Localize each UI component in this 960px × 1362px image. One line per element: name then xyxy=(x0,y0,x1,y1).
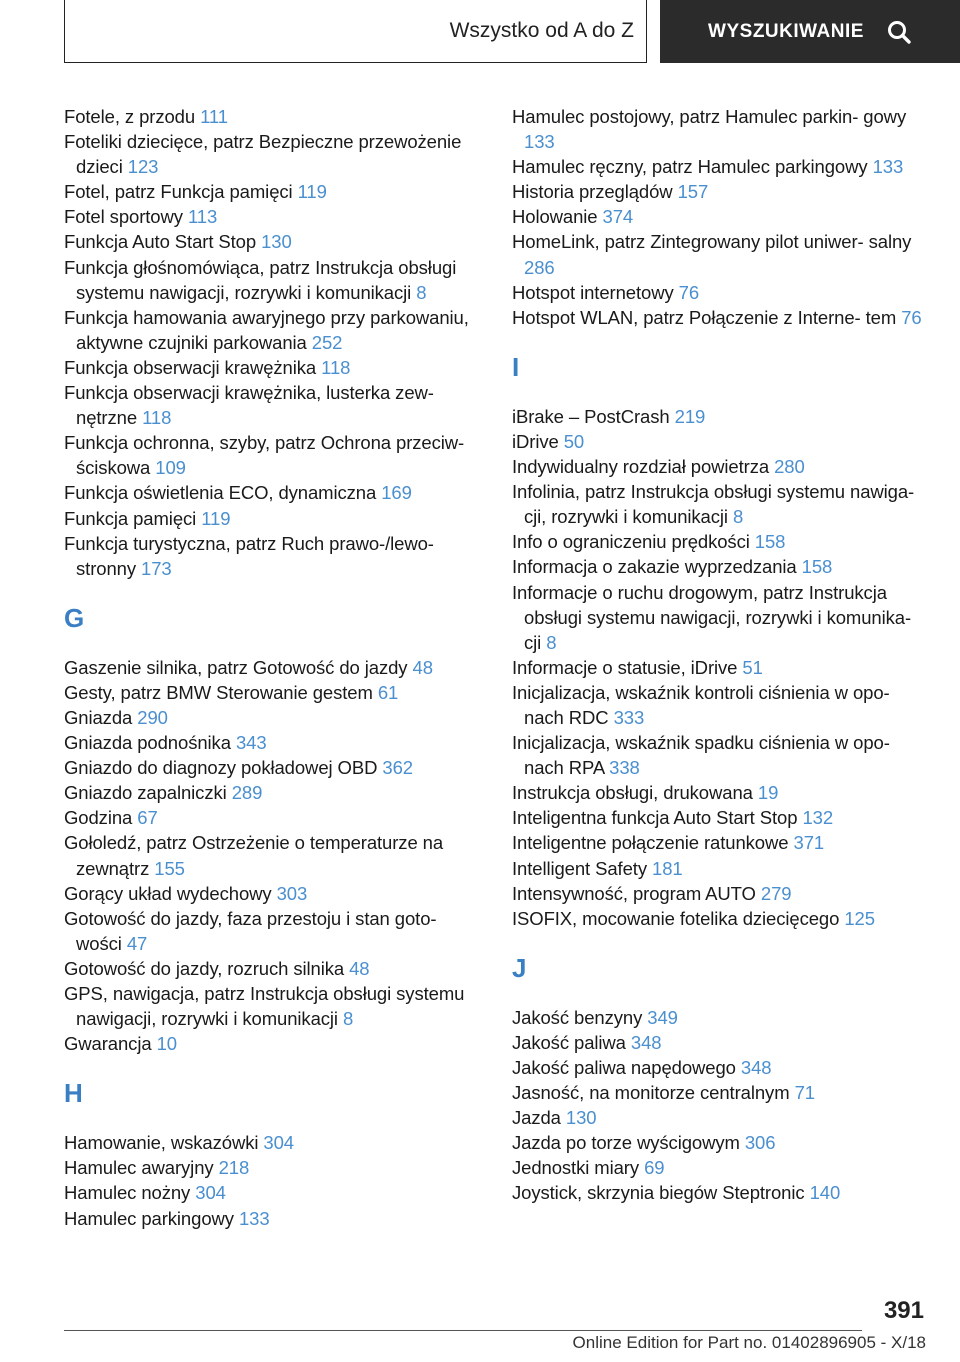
index-entry-page-link[interactable]: 303 xyxy=(276,882,308,904)
index-entry-term: Jakość paliwa xyxy=(512,1031,626,1053)
index-entry xyxy=(512,780,932,805)
index-entry xyxy=(64,380,484,430)
index-entry xyxy=(512,204,932,229)
index-entry-term: Inicjalizacja, wskaźnik kontroli ciśnienia w opo‐ nach RDC xyxy=(512,681,890,728)
index-entry xyxy=(64,305,484,355)
index-entry-page-link[interactable]: 158 xyxy=(754,531,786,553)
index-entry-term: Info o ograniczeniu prędkości xyxy=(512,531,750,553)
index-entry-page-link[interactable]: 118 xyxy=(321,356,351,378)
index-entry xyxy=(64,129,484,179)
index-entry-term: Jakość paliwa napędowego xyxy=(512,1057,736,1078)
index-entry-term: HomeLink, patrz Zintegrowany pilot uniwer‐ salny xyxy=(512,231,912,253)
index-entry-term: Hamulec ręczny, patrz Hamulec parkingowy xyxy=(512,156,868,178)
index-entry-term: Hamowanie, wskazówki xyxy=(64,1132,259,1154)
index-entry xyxy=(512,730,932,780)
index-entry-page-link[interactable]: 333 xyxy=(613,706,645,728)
index-entry-term: Jakość benzyny xyxy=(512,1006,643,1028)
index-entry-page-link[interactable]: 252 xyxy=(311,331,343,353)
index-entry-page-link[interactable]: 280 xyxy=(774,456,805,478)
index-entry-page-link[interactable]: 76 xyxy=(901,306,922,328)
index-entry-term: Infolinia, patrz Instrukcja obsługi systemu nawiga‐ cji, rozrywki i komunikacji xyxy=(512,481,915,528)
index-entry-page-link[interactable]: 157 xyxy=(677,181,709,203)
index-entry-term: Instrukcja obsługi, drukowana xyxy=(512,782,753,804)
index-entry xyxy=(64,204,484,229)
index-entry xyxy=(512,580,932,655)
index-entry-page-link[interactable]: 8 xyxy=(732,506,744,528)
index-entry xyxy=(64,1031,484,1056)
index-entry xyxy=(64,655,484,680)
index-entry-page-link[interactable]: 118 xyxy=(142,407,172,429)
index-entry-page-link[interactable]: 130 xyxy=(565,1107,597,1129)
index-entry xyxy=(512,305,932,330)
index-entry-page-link[interactable]: 289 xyxy=(231,782,263,804)
index-entry xyxy=(512,404,932,429)
index-entry-page-link[interactable]: 51 xyxy=(742,656,763,678)
index-entry-term: Gaszenie silnika, patrz Gotowość do jazdy xyxy=(64,656,408,678)
index-entry xyxy=(64,104,484,129)
index-entry xyxy=(64,506,484,531)
index-entry-term: Gniazdo do diagnozy pokładowej OBD xyxy=(64,757,378,779)
index-entry xyxy=(64,255,484,305)
index-entry-term: Informacje o statusie, iDrive xyxy=(512,656,738,678)
index-entry-term: Historia przeglądów xyxy=(512,181,673,203)
index-entry-page-link[interactable]: 133 xyxy=(872,156,904,178)
index-entry-page-link[interactable]: 19 xyxy=(757,782,779,804)
index-entry-page-link[interactable]: 123 xyxy=(127,156,159,178)
index-entry-page-link[interactable]: 71 xyxy=(794,1082,815,1104)
index-entry xyxy=(64,179,484,204)
index-section-letter: J xyxy=(512,952,527,983)
index-entry xyxy=(512,1130,932,1155)
index-entry-page-link[interactable]: 125 xyxy=(844,907,875,929)
index-entry xyxy=(64,680,484,705)
index-entry-page-link[interactable]: 130 xyxy=(261,231,292,253)
index-entry xyxy=(64,906,484,956)
index-entry-page-link[interactable]: 76 xyxy=(678,281,700,303)
index-entry-page-link[interactable]: 133 xyxy=(524,131,555,153)
index-entry xyxy=(64,1130,484,1155)
index-entry-term: Intensywność, program AUTO xyxy=(512,882,756,904)
index-entry xyxy=(512,1080,932,1105)
index-entry-page-link[interactable]: 279 xyxy=(760,882,792,904)
tab-a-to-z[interactable] xyxy=(64,0,647,63)
index-entry-term: Gniazda xyxy=(64,706,133,728)
index-entry xyxy=(64,981,484,1031)
index-section-letter: H xyxy=(64,1078,83,1109)
index-entry-page-link[interactable]: 48 xyxy=(349,957,370,979)
index-entry xyxy=(64,805,484,830)
index-entry-term: Funkcja hamowania awaryjnego przy parkowaniu, aktywne czujniki parkowania xyxy=(64,306,469,353)
tab-search-label: WYSZUKIWANIE xyxy=(708,20,864,42)
index-entry xyxy=(64,830,484,880)
index-entry xyxy=(512,680,932,730)
index-entry-page-link[interactable]: 349 xyxy=(647,1006,678,1028)
index-entry xyxy=(64,1155,484,1180)
index-entry-page-link[interactable]: 119 xyxy=(201,507,231,529)
index-column-left xyxy=(64,104,484,1231)
index-entry-term: Hotspot WLAN, patrz Połączenie z Interne‐ tem xyxy=(512,306,897,328)
index-entry xyxy=(512,805,932,830)
index-entry-page-link[interactable]: 343 xyxy=(235,732,267,754)
index-entry-page-link[interactable]: 173 xyxy=(141,557,172,579)
index-entry-term: Hamulec parkingowy xyxy=(64,1207,234,1229)
index-entry-term: Fotel sportowy xyxy=(64,206,183,228)
index-entry xyxy=(512,881,932,906)
index-entry-term: Hamulec nożny xyxy=(64,1182,191,1204)
tab-a-to-z-label: Wszystko od A do Z xyxy=(449,19,634,42)
index-entry-page-link[interactable]: 69 xyxy=(644,1157,665,1179)
index-entry xyxy=(64,755,484,780)
index-entry-term: Hamulec postojowy, patrz Hamulec parkin‐ gowy xyxy=(512,106,907,127)
search-icon xyxy=(886,19,912,45)
index-entry xyxy=(512,154,932,179)
index-entry-page-link[interactable]: 304 xyxy=(195,1182,226,1204)
index-entry-term: Funkcja obserwacji krawężnika, lusterka zew‐ nętrzne xyxy=(64,382,434,429)
index-entry-page-link[interactable]: 113 xyxy=(187,206,218,228)
index-entry-term: Holowanie xyxy=(512,206,598,228)
index-entry xyxy=(64,355,484,380)
index-entry-term: Gniazdo zapalniczki xyxy=(64,782,227,804)
index-entry xyxy=(512,1155,932,1180)
index-entry-term: Fotele, z przodu xyxy=(64,106,196,127)
index-entry xyxy=(512,1105,932,1130)
index-entry-term: Gołoledź, patrz Ostrzeżenie o temperaturze na zewnątrz xyxy=(64,832,444,879)
index-entry-page-link[interactable]: 119 xyxy=(297,181,327,203)
index-entry-page-link[interactable]: 181 xyxy=(652,857,683,879)
index-entry-term: Inteligentna funkcja Auto Start Stop xyxy=(512,807,798,829)
footer-edition-text: Online Edition for Part no. 01402896905 - X/18 xyxy=(572,1333,926,1352)
index-entry-term: Gorący układ wydechowy xyxy=(64,882,272,904)
index-entry-page-link[interactable]: 286 xyxy=(524,256,555,278)
index-entry-page-link[interactable]: 218 xyxy=(218,1157,250,1179)
index-entry-page-link[interactable]: 133 xyxy=(238,1207,270,1229)
index-entry-term: Funkcja oświetlenia ECO, dynamiczna xyxy=(64,482,377,504)
index-entry-term: Intelligent Safety xyxy=(512,857,647,879)
index-entry xyxy=(64,705,484,730)
index-entry-term: iBrake – PostCrash xyxy=(512,405,670,427)
index-entry-term: Informacje o ruchu drogowym, patrz Instrukcja obsługi systemu nawigacji, rozrywki i komunika‐ cji xyxy=(512,581,912,653)
index-entry xyxy=(512,906,932,931)
tab-search[interactable] xyxy=(660,0,960,63)
index-entry-term: Gotowość do jazdy, faza przestoju i stan goto‐ wości xyxy=(64,907,437,954)
index-entry-page-link[interactable]: 50 xyxy=(563,430,585,452)
index-entry-page-link[interactable]: 47 xyxy=(126,932,148,954)
index-entry xyxy=(512,280,932,305)
index-entry-term: Gotowość do jazdy, rozruch silnika xyxy=(64,957,345,979)
index-entry-term: Funkcja obserwacji krawężnika xyxy=(64,356,317,378)
index-entry xyxy=(64,1206,484,1231)
index-entry-term: Indywidualny rozdział powietrza xyxy=(512,456,770,478)
index-section-letter: I xyxy=(512,351,520,382)
index-entry xyxy=(512,554,932,579)
index-entry-page-link[interactable]: 371 xyxy=(793,832,825,854)
index-entry-term: Joystick, skrzynia biegów Steptronic xyxy=(512,1182,805,1204)
index-entry xyxy=(64,531,484,581)
index-entry xyxy=(64,881,484,906)
index-entry-term: Funkcja turystyczna, patrz Ruch prawo-/lewo‐ stronny xyxy=(64,532,434,579)
index-entry xyxy=(512,1055,932,1080)
index-entry-page-link[interactable]: 290 xyxy=(137,706,168,728)
index-entry xyxy=(64,1180,484,1205)
index-entry-term: Jazda xyxy=(512,1107,561,1129)
index-entry-term: Funkcja pamięci xyxy=(64,507,197,529)
index-entry-page-link[interactable]: 8 xyxy=(546,631,557,653)
index-entry xyxy=(512,529,932,554)
index-entry-term: Funkcja Auto Start Stop xyxy=(64,231,257,253)
index-entry-term: Gwarancja xyxy=(64,1033,152,1055)
index-entry xyxy=(512,655,932,680)
index-entry-page-link[interactable]: 158 xyxy=(801,556,833,578)
index-entry-term: Godzina xyxy=(64,807,133,829)
index-entry-term: Jasność, na monitorze centralnym xyxy=(512,1082,790,1104)
index-entry-term: Hotspot internetowy xyxy=(512,281,674,303)
index-entry-term: Gniazda podnośnika xyxy=(64,732,231,754)
index-entry-page-link[interactable]: 304 xyxy=(263,1132,294,1154)
index-entry xyxy=(512,179,932,204)
index-entry xyxy=(64,430,484,480)
index-entry-page-link[interactable]: 338 xyxy=(609,757,640,779)
index-entry xyxy=(64,730,484,755)
index-entry-page-link[interactable]: 48 xyxy=(412,656,433,678)
index-entry-page-link[interactable]: 8 xyxy=(343,1008,354,1030)
index-entry-term: Jazda po torze wyścigowym xyxy=(512,1132,740,1154)
index-entry-term: Inicjalizacja, wskaźnik spadku ciśnienia w opo‐ nach RPA xyxy=(512,732,890,779)
index-entry-page-link[interactable]: 374 xyxy=(602,206,634,228)
index-entry xyxy=(512,229,932,279)
index-entry-term: iDrive xyxy=(512,430,559,452)
index-section-letter: G xyxy=(64,602,85,633)
index-entry-page-link[interactable]: 348 xyxy=(630,1031,662,1053)
page-header xyxy=(0,0,960,66)
footer-divider xyxy=(64,1330,862,1331)
index-entry-term: Funkcja ochronna, szyby, patrz Ochrona przeciw‐ ściskowa xyxy=(64,432,465,479)
page-number: 391 xyxy=(883,1297,924,1324)
index-entry xyxy=(512,1005,932,1030)
index-entry-term: Inteligentne połączenie ratunkowe xyxy=(512,832,789,854)
index-entry-term: ISOFIX, mocowanie fotelika dziecięcego xyxy=(512,907,840,929)
index-entry-page-link[interactable]: 169 xyxy=(381,482,412,504)
index-entry-page-link[interactable]: 8 xyxy=(416,281,427,303)
index-entry xyxy=(512,1030,932,1055)
index-entry xyxy=(512,830,932,855)
index-entry xyxy=(512,429,932,454)
index-entry xyxy=(64,780,484,805)
index-entry-page-link[interactable]: 348 xyxy=(740,1057,772,1078)
index-entry-term: Fotel, patrz Funkcja pamięci xyxy=(64,181,293,203)
index-entry-term: Gesty, patrz BMW Sterowanie gestem xyxy=(64,681,373,703)
index-entry-page-link[interactable]: 155 xyxy=(154,857,185,879)
index-entry xyxy=(512,1180,932,1205)
index-entry-page-link[interactable]: 306 xyxy=(744,1132,776,1154)
index-entry-term: Foteliki dziecięce, patrz Bezpieczne przewożenie dzieci xyxy=(64,131,462,178)
index-entry xyxy=(512,479,932,529)
index-entry-page-link[interactable]: 109 xyxy=(155,457,186,479)
index-entry-term: Informacja o zakazie wyprzedzania xyxy=(512,556,797,578)
index-entry-page-link[interactable]: 61 xyxy=(377,681,399,703)
index-entry-term: Funkcja głośnomówiąca, patrz Instrukcja obsługi systemu nawigacji, rozrywki i komunikacji xyxy=(64,256,457,303)
index-entry-page-link[interactable]: 140 xyxy=(809,1182,841,1204)
index-column-right xyxy=(512,104,932,1206)
index-entry-page-link[interactable]: 362 xyxy=(382,757,413,779)
index-entry xyxy=(512,856,932,881)
index-entry xyxy=(64,229,484,254)
index-entry-term: Hamulec awaryjny xyxy=(64,1157,214,1179)
index-entry-term: Jednostki miary xyxy=(512,1157,640,1179)
index-entry xyxy=(512,454,932,479)
index-entry-page-link[interactable]: 67 xyxy=(137,807,158,829)
index-entry-page-link[interactable]: 219 xyxy=(674,405,706,427)
index-entry xyxy=(512,104,932,154)
index-entry xyxy=(64,956,484,981)
index-entry-page-link[interactable]: 132 xyxy=(802,807,834,829)
index-entry xyxy=(64,480,484,505)
index-entry-page-link[interactable]: 10 xyxy=(156,1033,177,1055)
index-entry-term: GPS, nawigacja, patrz Instrukcja obsługi systemu nawigacji, rozrywki i komunikacji xyxy=(64,983,465,1030)
index-entry-page-link[interactable]: 111 xyxy=(200,106,228,127)
